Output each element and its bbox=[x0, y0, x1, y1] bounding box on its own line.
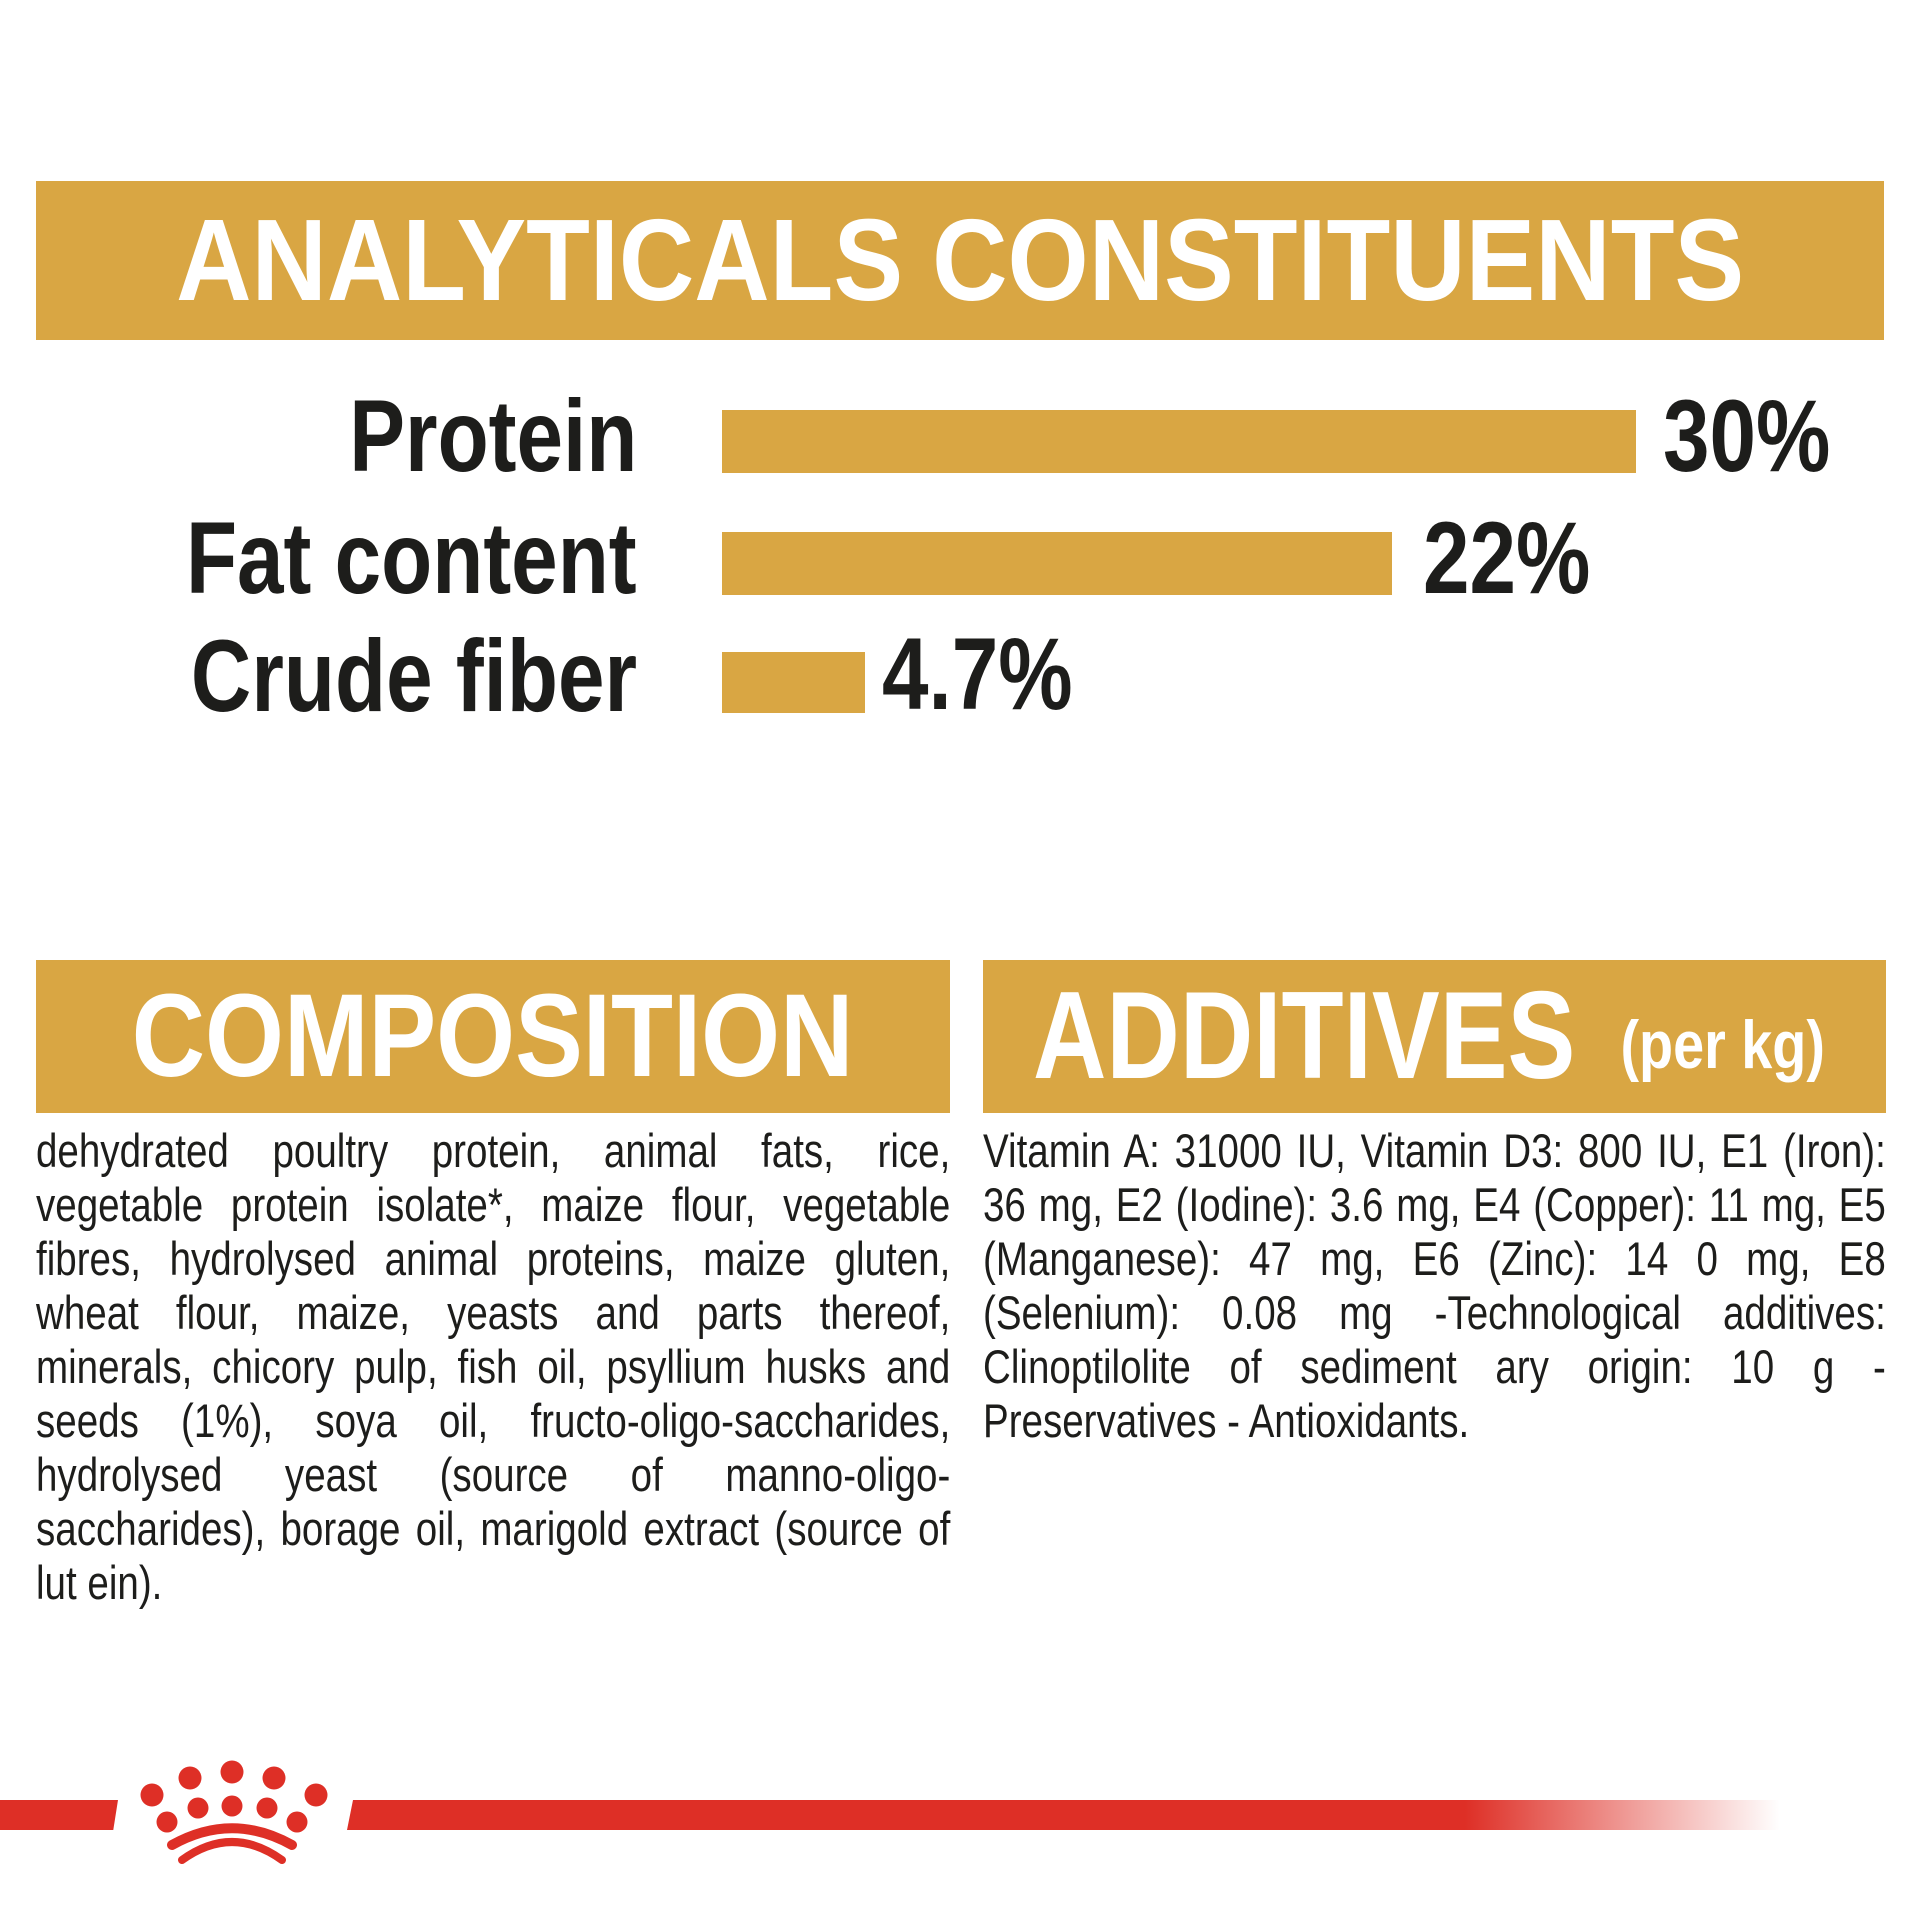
composition-text: dehydrated poultry protein, animal fats, rice, vegetable protein isolate*, maize flour, vegetable fibres, hydrolysed animal proteins, maize gluten, wheat flour, maize, yeasts and parts thereof, minerals, chicory pulp, fish oil, psyllium husks and seeds (1%), soya oil, fructo-oligo-saccharides, hydrolysed yeast (source of manno-oligo-saccharides), borage oil, marigold extract (source of lut ein). bbox=[36, 1124, 951, 1609]
analyticals-constituents-band bbox=[36, 181, 1884, 340]
fat-content-value: 22% bbox=[1423, 501, 1591, 615]
protein-bar bbox=[722, 410, 1636, 473]
additives-title: ADDITIVES bbox=[1033, 967, 1576, 1105]
fat-content-bar bbox=[722, 532, 1392, 595]
protein-value: 30% bbox=[1663, 379, 1831, 493]
crude-fiber-value: 4.7% bbox=[882, 617, 1073, 731]
additives-text: Vitamin A: 31000 IU, Vitamin D3: 800 IU, E1 (Iron): 36 mg, E2 (Iodine): 3.6 mg, E4 (Copper): 11 mg, E5 (Manganese): 47 mg, E6 (Zinc): 14 0 mg, E8 (Selenium): 0.08 mg -Technological additives: Clinoptilolite of sediment ary origin: 10 g - Preservatives - Antioxidants. bbox=[983, 1124, 1886, 1447]
footer-red-bar-right bbox=[347, 1800, 1780, 1830]
additives-unit-note: (per kg) bbox=[1620, 1007, 1825, 1083]
footer-red-bar-left bbox=[0, 1800, 118, 1830]
crude-fiber-bar bbox=[722, 652, 865, 713]
crude-fiber-label: Crude fiber bbox=[190, 619, 637, 733]
analyticals-constituents-title: ANALYTICALS CONSTITUENTS bbox=[176, 195, 1744, 325]
additives-band bbox=[983, 960, 1886, 1113]
additives-title-row bbox=[1033, 960, 1825, 1132]
composition-title: COMPOSITION bbox=[132, 970, 854, 1102]
composition-band bbox=[36, 960, 950, 1113]
royal-canin-crown-icon bbox=[138, 1760, 328, 1872]
protein-label: Protein bbox=[348, 379, 637, 493]
fat-content-label: Fat content bbox=[186, 501, 637, 615]
